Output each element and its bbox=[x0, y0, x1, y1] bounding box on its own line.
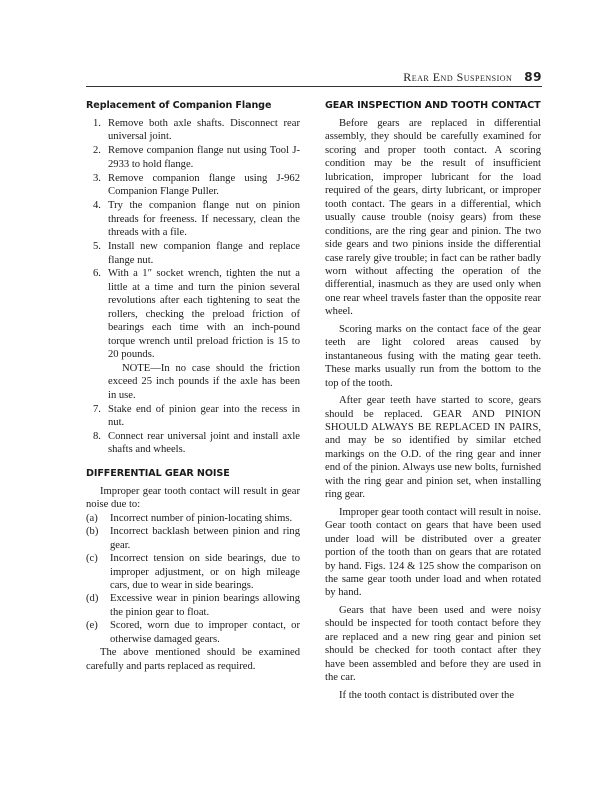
section-heading-companion-flange: Replacement of Companion Flange bbox=[86, 100, 272, 111]
cause-text: Incorrect backlash between pinion and ring gear. bbox=[110, 526, 300, 551]
step-text: With a 1″ socket wrench, tighten the nut a little at a time and turn the pinion several revolutions after each tightening to seat the rollers, checking the preload friction of bearings each time with an inch-pound torque wrench until preload friction is 15 to 20 pounds. bbox=[108, 268, 300, 361]
paragraph: If the tooth contact is distributed over the bbox=[339, 689, 515, 701]
step-text: Stake end of pinion gear into the recess in nut. bbox=[108, 403, 300, 428]
cause-text: Incorrect number of pinion-locating shims. bbox=[110, 512, 293, 524]
step-text: Remove companion flange nut using Tool J-2933 to hold flange. bbox=[108, 145, 300, 170]
noise-intro: Improper gear tooth contact will result in gear noise due to: bbox=[86, 485, 300, 511]
cause-text: Scored, worn due to improper contact, or otherwise damaged gears. bbox=[110, 620, 300, 645]
step-item bbox=[86, 240, 300, 267]
cause-label: (a) bbox=[86, 512, 98, 524]
step-text: Remove companion flange using J-962 Companion Flange Puller. bbox=[108, 172, 300, 198]
step-number: 4. bbox=[93, 200, 101, 212]
cause-label: (e) bbox=[86, 620, 98, 632]
cause-label: (d) bbox=[86, 593, 99, 605]
step-text: Install new companion flange and replace flange nut. bbox=[108, 241, 300, 266]
running-title: Rear End Suspension bbox=[403, 70, 513, 84]
step-text: Try the companion flange nut on pinion threads for freeness. If necessary, clean the threads with a file. bbox=[108, 200, 300, 239]
step-number: 5. bbox=[93, 241, 101, 253]
step-item bbox=[86, 172, 300, 199]
cause-item bbox=[86, 592, 300, 619]
step-number: 6. bbox=[93, 268, 101, 280]
paragraph: Before gears are replaced in differential assembly, they should be carefully examined for scoring and proper tooth contact. A scoring condition may be the result of insufficient lubrication, improper lubricant for the load required of the gears, dirty lubricant, or improper tooth contact. The gears in a differential, which usually cause trouble (noisy gears) from these conditions, are the ring gear and pinion. The two side gears and two pinions inside the differential case rarely give trouble; in fact can be rather badly worn without affecting the operation of the differential, inasmuch as they are used only when one rear wheel travels faster than the opposite rear wheel. bbox=[325, 118, 541, 318]
section-heading-gear-inspection: GEAR INSPECTION AND TOOTH CONTACT bbox=[325, 100, 541, 111]
step-item bbox=[86, 199, 300, 239]
paragraph: Gears that have been used and were noisy should be inspected for tooth contact before they are replaced and a new ring gear and pinion set should be checked for tooth contact after they have been assembled and before they are used in the car. bbox=[325, 604, 541, 684]
right-column bbox=[325, 100, 541, 702]
running-header bbox=[403, 70, 542, 85]
cause-text: Excessive wear in pinion bearings allowing the pinion gear to float. bbox=[110, 593, 300, 618]
step-item bbox=[86, 430, 300, 457]
step-note: NOTE—In no case should the friction exceed 25 inch pounds if the axle has been in use. bbox=[108, 362, 300, 401]
step-number: 7. bbox=[93, 403, 101, 415]
step-number: 3. bbox=[93, 172, 101, 184]
step-item bbox=[86, 144, 300, 171]
page-number: 89 bbox=[524, 70, 542, 84]
paragraph: Improper gear tooth contact will result in noise. Gear tooth contact on gears that have been used under load will be distributed over a greater portion of the tooth than on gears that are rotated by hand. Figs. 124 & 125 show the comparison on the same gear tooth under load and when rotated by hand. bbox=[325, 506, 541, 599]
noise-causes-list bbox=[86, 512, 300, 647]
step-number: 1. bbox=[93, 118, 101, 129]
cause-label: (c) bbox=[86, 553, 98, 565]
cause-item bbox=[86, 512, 300, 525]
cause-item bbox=[86, 552, 300, 592]
cause-item bbox=[86, 525, 300, 552]
left-column bbox=[86, 100, 300, 673]
section-heading-differential-noise: DIFFERENTIAL GEAR NOISE bbox=[86, 467, 230, 479]
paragraph: After gear teeth have started to score, gears should be replaced. GEAR AND PINION SHOULD ALWAYS BE REPLACED IN PAIRS, and may be so identified by similar etched markings on the O.D. of the ring gear and inner end of the pinion. Always use new bolts, furnished with the ring gear and pinion set, when installing ring gear. bbox=[325, 395, 541, 501]
companion-flange-steps bbox=[86, 117, 300, 457]
step-text: Connect rear universal joint and install axle shafts and wheels. bbox=[108, 430, 300, 456]
cause-text: Incorrect tension on side bearings, due to improper adjustment, or on high mileage cars, due to wear in side bearings. bbox=[110, 553, 300, 591]
header-rule bbox=[86, 86, 542, 87]
step-item bbox=[86, 267, 300, 402]
step-text: Remove both axle shafts. Disconnect rear universal joint. bbox=[108, 118, 300, 143]
paragraph: Scoring marks on the contact face of the gear teeth are light colored areas caused by instantaneous fusing with the mating gear teeth. These marks usually run from the bottom to the top of the tooth. bbox=[325, 323, 541, 389]
step-number: 2. bbox=[93, 145, 101, 157]
step-item bbox=[86, 117, 300, 144]
noise-closing: The above mentioned should be examined carefully and parts replaced as required. bbox=[86, 647, 300, 672]
step-item bbox=[86, 403, 300, 430]
cause-item bbox=[86, 619, 300, 646]
step-number: 8. bbox=[93, 430, 101, 442]
cause-label: (b) bbox=[86, 526, 99, 538]
